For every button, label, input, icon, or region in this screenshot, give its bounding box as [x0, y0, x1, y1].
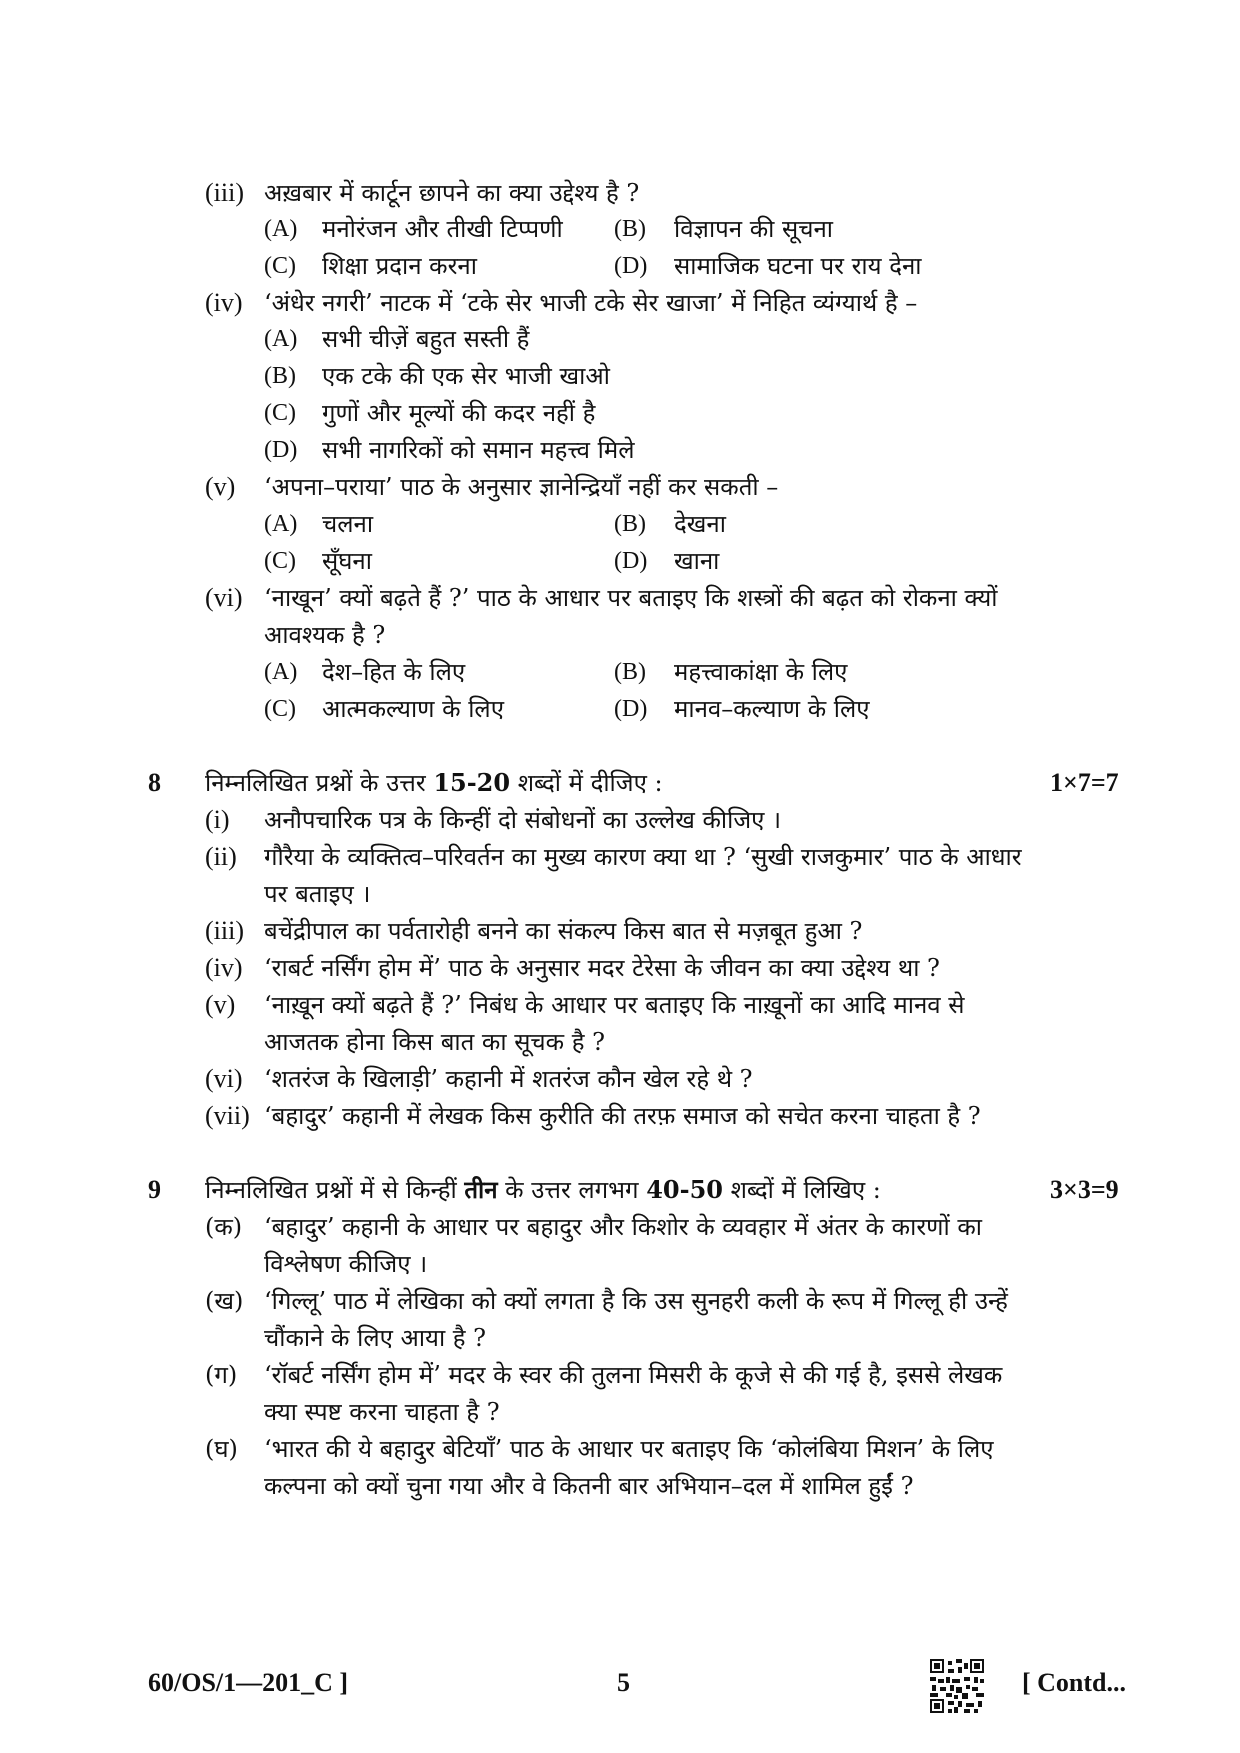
- q7-iii-option-text: सामाजिक घटना पर राय देना: [674, 252, 922, 280]
- q7-vi-option-text: मानव–कल्याण के लिए: [674, 695, 870, 723]
- page-number: 5: [617, 1668, 630, 1697]
- q7-v-option-text: चलना: [322, 510, 374, 538]
- q7-vi-text-line2: आवश्यक है ?: [264, 621, 386, 649]
- q9-instruction: निम्नलिखित प्रश्नों में से किन्हीं तीन के उत्तर लगभग 40-50 शब्दों में लिखिए :: [205, 1175, 881, 1204]
- q7-iv-option-text: सभी चीज़ें बहुत सस्ती हैं: [322, 325, 530, 353]
- q8-item-label: (i): [205, 805, 230, 834]
- q7-v-option-text: खाना: [674, 547, 720, 575]
- q7-v-option-label: (B): [614, 511, 646, 537]
- q7-iv-option-label: (A): [264, 326, 298, 352]
- q8-item-text: पर बताइए ।: [264, 880, 371, 908]
- q8-item-text: ‘शतरंज के खिलाड़ी’ कहानी में शतरंज कौन खेल रहे थे ?: [264, 1065, 753, 1093]
- q9-item-text: कल्पना को क्यों चुना गया और वे कितनी बार अभियान–दल में शामिल हुईं ?: [264, 1472, 914, 1500]
- q8-item-text: अनौपचारिक पत्र के किन्हीं दो संबोधनों का उल्लेख कीजिए ।: [264, 806, 782, 834]
- q8-item-text: ‘राबर्ट नर्सिंग होम में’ पाठ के अनुसार मदर टेरेसा के जीवन का क्या उद्देश्य था ?: [264, 954, 940, 982]
- q8-marks: 1×7=7: [1050, 768, 1119, 797]
- q9-number: 9: [148, 1175, 161, 1204]
- q7-v-label: (v): [205, 472, 236, 501]
- q9-item-text: विश्लेषण कीजिए ।: [264, 1250, 428, 1278]
- q7-v-option-text: सूँघना: [322, 547, 372, 575]
- q7-vi-option-text: देश–हित के लिए: [322, 658, 466, 686]
- q8-item-label: (iv): [205, 953, 243, 982]
- q8-item-label: (iii): [205, 916, 244, 945]
- q7-iii-option-label: (A): [264, 216, 298, 242]
- q9-item-text: ‘रॉबर्ट नर्सिंग होम में’ मदर के स्वर की तुलना मिसरी के कूजे से की गई है, इससे लेखक: [264, 1361, 1003, 1389]
- q7-iv-option-text: गुणों और मूल्यों की कदर नहीं है: [322, 399, 596, 427]
- q8-item-text: बचेंद्रीपाल का पर्वतारोही बनने का संकल्प किस बात से मज़बूत हुआ ?: [264, 917, 863, 945]
- q8-item-text: ‘बहादुर’ कहानी में लेखक किस कुरीति की तरफ़ समाज को सचेत करना चाहता है ?: [264, 1102, 981, 1130]
- q7-vi-option-label: (C): [264, 696, 296, 722]
- q7-iii-option-text: शिक्षा प्रदान करना: [322, 252, 477, 280]
- q8-item-label: (ii): [205, 842, 237, 871]
- q7-iv-option-label: (D): [264, 437, 298, 463]
- paper-code: 60/OS/1—201_C ]: [148, 1668, 349, 1697]
- q7-v-option-text: देखना: [674, 510, 726, 538]
- q7-iv-option-label: (B): [264, 363, 296, 389]
- q8-number: 8: [148, 768, 161, 797]
- q9-item-text: ‘भारत की ये बहादुर बेटियाँ’ पाठ के आधार पर बताइए कि ‘कोलंबिया मिशन’ के लिए: [264, 1435, 994, 1463]
- q7-iii-label: (iii): [205, 178, 244, 207]
- q7-vi-option-label: (A): [264, 659, 298, 685]
- q7-vi-option-label: (B): [614, 659, 646, 685]
- q7-iv-text: ‘अंधेर नगरी’ नाटक में ‘टके सेर भाजी टके सेर खाजा’ में निहित व्यंग्यार्थ है –: [264, 289, 918, 317]
- q8-instruction: निम्नलिखित प्रश्नों के उत्तर 15-20 शब्दों में दीजिए :: [205, 768, 663, 797]
- q7-v-text: ‘अपना–पराया’ पाठ के अनुसार ज्ञानेन्द्रियाँ नहीं कर सकती –: [264, 473, 779, 501]
- q7-iii-text: अख़बार में कार्टून छापने का क्या उद्देश्य है ?: [264, 179, 640, 207]
- q7-iii-option-text: विज्ञापन की सूचना: [674, 215, 834, 243]
- q9-item-label: (क): [205, 1213, 243, 1241]
- qr-code-icon: [930, 1659, 984, 1713]
- q7-iii-option-text: मनोरंजन और तीखी टिप्पणी: [322, 215, 563, 243]
- q9-item-text: क्या स्पष्ट करना चाहता है ?: [264, 1398, 500, 1426]
- q7-vi-option-text: महत्त्वाकांक्षा के लिए: [674, 658, 848, 686]
- q9-item-label: (ग): [205, 1361, 238, 1389]
- q7-v-option-label: (C): [264, 548, 296, 574]
- q9-marks: 3×3=9: [1050, 1175, 1119, 1204]
- q7-vi-option-label: (D): [614, 696, 648, 722]
- q8-item-label: (v): [205, 990, 236, 1019]
- q7-iii-option-label: (C): [264, 253, 296, 279]
- q8-item-text: गौरैया के व्यक्तित्व–परिवर्तन का मुख्य कारण क्या था ? ‘सुखी राजकुमार’ पाठ के आधार: [264, 843, 1022, 871]
- q7-iv-option-text: सभी नागरिकों को समान महत्त्व मिले: [322, 436, 635, 464]
- continued-label: [ Contd...: [1022, 1668, 1127, 1697]
- q8-item-text: ‘नाख़ून क्यों बढ़ते हैं ?’ निबंध के आधार पर बताइए कि नाख़ूनों का आदि मानव से: [264, 991, 965, 1019]
- q7-v-option-label: (A): [264, 511, 298, 537]
- q8-item-text: आजतक होना किस बात का सूचक है ?: [264, 1028, 605, 1056]
- q9-item-text: ‘बहादुर’ कहानी के आधार पर बहादुर और किशोर के व्यवहार में अंतर के कारणों का: [264, 1213, 982, 1241]
- q9-item-text: चौंकाने के लिए आया है ?: [264, 1324, 487, 1352]
- q7-iii-option-label: (D): [614, 253, 648, 279]
- q9-item-text: ‘गिल्लू’ पाठ में लेखिका को क्यों लगता है कि उस सुनहरी कली के रूप में गिल्लू ही उन्हें: [264, 1287, 1008, 1315]
- q8-item-label: (vii): [205, 1101, 250, 1130]
- q7-v-option-label: (D): [614, 548, 648, 574]
- q7-iii-option-label: (B): [614, 216, 646, 242]
- q7-vi-option-text: आत्मकल्याण के लिए: [322, 695, 504, 723]
- q7-vi-label: (vi): [205, 583, 243, 612]
- q7-iv-label: (iv): [205, 288, 243, 317]
- q9-item-label: (ख): [205, 1287, 244, 1315]
- q8-item-label: (vi): [205, 1064, 243, 1093]
- q7-iv-option-text: एक टके की एक सेर भाजी खाओ: [322, 362, 610, 390]
- q7-iv-option-label: (C): [264, 400, 296, 426]
- q9-item-label: (घ): [205, 1435, 238, 1463]
- q7-vi-text-line1: ‘नाखून’ क्यों बढ़ते हैं ?’ पाठ के आधार पर बताइए कि शस्त्रों की बढ़त को रोकना क्यों: [264, 584, 998, 612]
